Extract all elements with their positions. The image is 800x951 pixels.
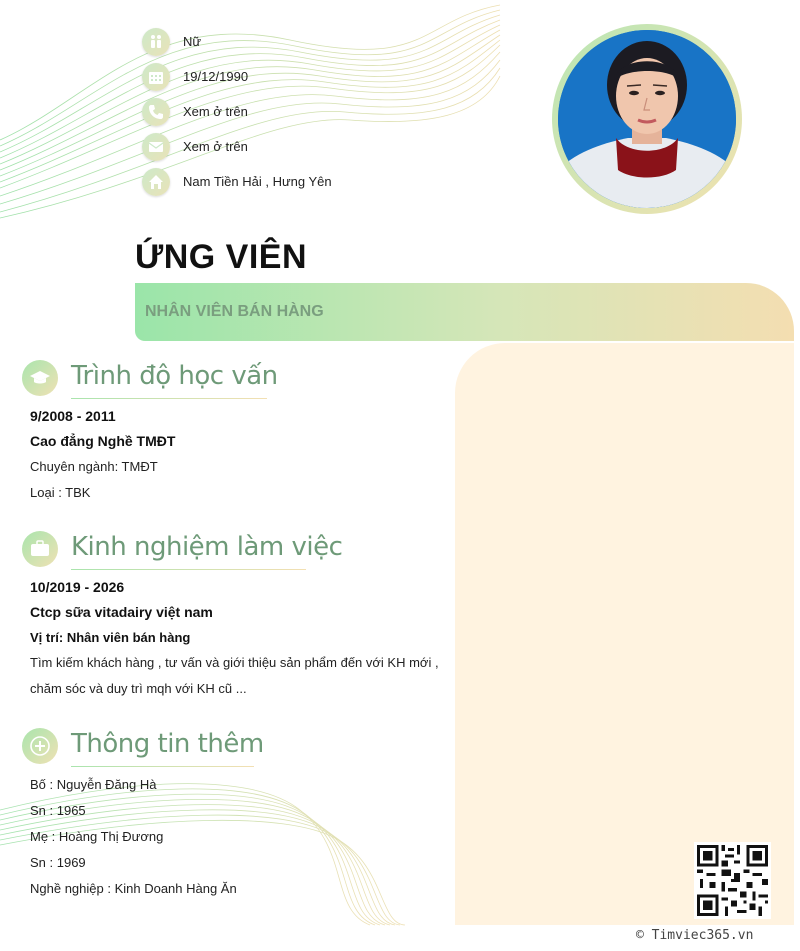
education-header [22,360,442,404]
candidate-name: ỨNG VIÊN [135,238,308,276]
extra-section [22,728,442,902]
home-icon [142,168,170,196]
education-grade: Loại : TBK [30,485,91,500]
plus-circle-icon [22,728,58,764]
calendar-icon [142,63,170,91]
people-icon [142,28,170,56]
phone-text: Xem ở trên [183,104,248,119]
contact-address [142,164,332,199]
extra-line: Sn : 1969 [30,855,86,870]
email-text: Xem ở trên [183,139,248,154]
side-panel [455,343,794,925]
experience-header [22,531,442,575]
experience-role: Vị trí: Nhân viên bán hàng [30,630,191,645]
contact-birthday [142,59,332,94]
extra-underline [71,766,254,767]
address-text: Nam Tiền Hải , Hưng Yên [183,174,332,189]
position-title: NHÂN VIÊN BÁN HÀNG [145,303,324,320]
education-title: Trình độ học vấn [71,361,278,391]
education-school: Cao đẳng Nghề TMĐT [30,433,176,449]
experience-period: 10/2019 - 2026 [30,579,125,595]
contact-gender [142,24,332,59]
birthday-text: 19/12/1990 [183,69,249,84]
experience-underline [71,569,306,570]
extra-line: Nghề nghiệp : Kinh Doanh Hàng Ăn [30,881,237,896]
education-section [22,360,442,506]
extra-title: Thông tin thêm [71,729,264,759]
contact-email [142,129,332,164]
education-major: Chuyên ngành: TMĐT [30,459,158,474]
experience-title: Kinh nghiệm làm việc [71,532,343,562]
extra-header [22,728,442,772]
briefcase-icon [22,531,58,567]
contact-phone [142,94,332,129]
avatar-frame [552,24,742,214]
extra-line: Sn : 1965 [30,803,86,818]
experience-description: Tìm kiếm khách hàng , tư vấn và giới thiệu sản phẩm đến với KH mới , chăm sóc và duy trì mqh với KH cũ ... [30,655,439,696]
education-underline [71,398,267,399]
gender-text: Nữ [183,34,202,49]
experience-company: Ctcp sữa vitadairy việt nam [30,604,213,620]
education-period: 9/2008 - 2011 [30,408,116,424]
phone-icon [142,98,170,126]
contact-list [142,24,332,199]
extra-line: Bố : Nguyễn Đăng Hà [30,777,157,792]
avatar [558,30,736,208]
qr-code [694,842,771,919]
experience-section [22,531,442,702]
extra-line: Mẹ : Hoàng Thị Đương [30,829,164,844]
copyright-text: © Timviec365.vn [636,928,754,943]
position-bar [135,283,794,341]
graduation-cap-icon [22,360,58,396]
envelope-icon [142,133,170,161]
